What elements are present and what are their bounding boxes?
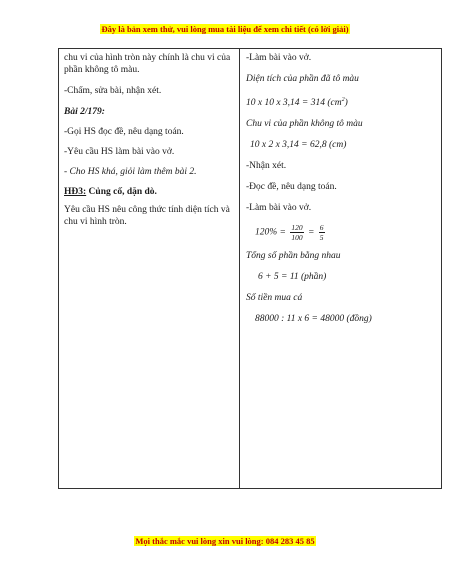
area-close-paren: ) [344, 98, 348, 109]
fraction-120-over-100 [290, 223, 303, 242]
ratio-prefix: 120% = [255, 227, 286, 238]
area-calculation: 10 x 10 x 3,14 = 314 (cm [246, 98, 342, 109]
preview-notice [0, 24, 450, 34]
exercise-heading: Bài 2/179: [64, 107, 105, 117]
left-paragraph-2: -Chấm, sửa bài, nhận xét. [64, 86, 162, 96]
fraction-2-denominator: 5 [319, 233, 324, 243]
fraction-1-numerator: 120 [291, 223, 303, 233]
preview-notice-text: Đây là bản xem thử, vui lòng mua tài liệu để xem chi tiết (có lời giải) [101, 24, 349, 34]
ratio-equation [246, 223, 436, 242]
activity-label: HĐ3: [64, 187, 87, 197]
left-paragraph-4: -Gọi HS đọc đề, nêu dạng toán. [64, 127, 184, 137]
right-line-6: -Nhận xét. [246, 161, 287, 172]
activity-heading [64, 186, 233, 198]
right-line-13: 88000 : 11 x 6 = 48000 (đồng) [255, 314, 372, 325]
fraction-2-numerator: 6 [319, 223, 324, 233]
right-line-3 [246, 94, 436, 109]
right-line-8: -Làm bài vào vở. [246, 203, 312, 214]
left-paragraph-6: - Cho HS khá, giỏi làm thêm bài 2. [64, 167, 197, 177]
teacher-activities-column [59, 49, 239, 237]
right-line-7: -Đọc đề, nêu dạng toán. [246, 182, 337, 193]
right-line-2: Diện tích của phần đã tô màu [246, 74, 359, 84]
right-line-11: 6 + 5 = 11 (phần) [258, 272, 327, 283]
right-line-1: -Làm bài vào vở. [246, 53, 312, 63]
right-line-4: Chu vi của phần không tô màu [246, 119, 363, 130]
contact-notice-text: Mọi thắc mắc vui lòng xin vui lòng: 084 283 45 85 [135, 536, 315, 546]
ratio-equals: = [307, 227, 315, 238]
right-line-5: 10 x 2 x 3,14 = 62,8 (cm) [250, 140, 347, 151]
student-activities-column [240, 49, 442, 334]
lesson-table [58, 48, 442, 489]
left-paragraph-5: -Yêu cầu HS làm bài vào vở. [64, 147, 175, 157]
contact-notice [0, 536, 450, 546]
fraction-1-denominator: 100 [291, 233, 303, 243]
right-line-12: Số tiền mua cá [246, 293, 303, 304]
fraction-6-over-5 [319, 223, 325, 242]
area-unit-exponent: 2 [341, 97, 345, 103]
right-line-10: Tổng số phần bằng nhau [246, 251, 341, 262]
left-paragraph-1: chu vi của hình tròn này chính là chu vi của phần không tô màu. [64, 53, 231, 75]
activity-title: Củng cố, dặn dò. [86, 187, 157, 197]
left-paragraph-8: Yêu cầu HS nêu công thức tính diện tích và chu vi hình tròn. [64, 205, 230, 227]
